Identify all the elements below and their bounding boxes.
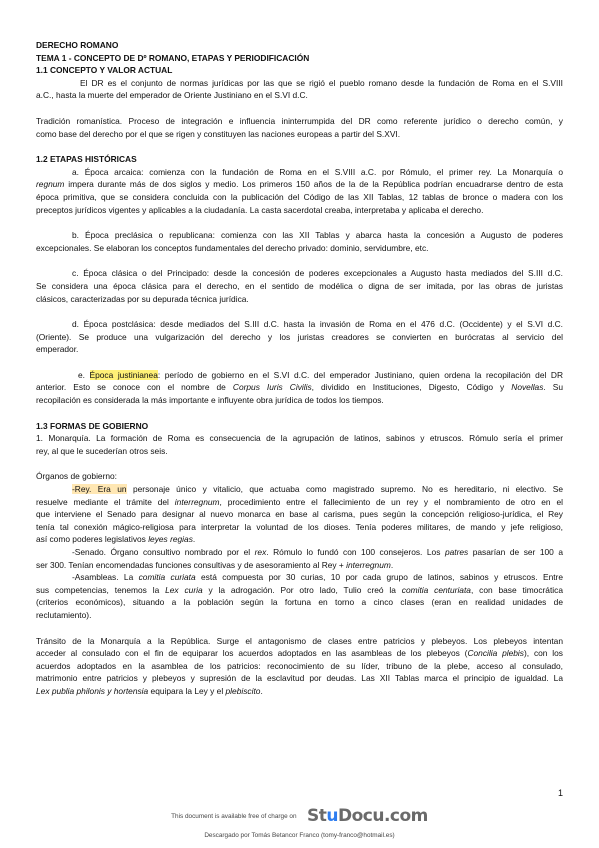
highlight-rey: -Rey. Era un: [72, 484, 127, 495]
paragraph-definition: El DR es el conjunto de normas jurídicas por las que se rigió el pueblo romano desde la fundación de Roma en el S.VIII a.C., hasta la muerte del emperador de Oriente Justiniano en el S.VI d.C.: [36, 77, 563, 101]
doc-title: DERECHO ROMANO: [36, 40, 119, 50]
transito-paragraph: Tránsito de la Monarquía a la República. Surge el antagonismo de clases entre patricios y plebeyos. Los plebeyos intentan acceder al consulado con el fin de equiparar los acuerdos adoptados en las asambleas de los plebeyos (Concilia plebis), con los acuerdos adoptados en la asamblea de los patricios: reconocimiento de su líder, tribuno de la plebe, acceso al consulado, matrimonio entre patricios y plebeyos y supresión de la esclavitud por deudas. Las XII Tablas marca el principio de igualdad. La Lex publia philonis y hortensia equipara la Ley y el plebiscito.: [36, 635, 563, 696]
organo-asambleas: -Asambleas. La comitia curiata está compuesta por 30 curias, 10 por cada grupo de latinos, sabinos y etruscos. Entre sus competencias, tenemos la Lex curia y la adrogación. Por otro lado, Tulio creó la comitia centuriata, con base timocrática (criterios económicos), situando a la población según la fortuna en torno a cinco clases (eran en realidad unidades de reclutamiento).: [36, 572, 563, 620]
organo-rey: -Rey. Era un personaje único y vitalicio, que actuaba como magistrado supremo. No es hereditario, ni electivo. Se resuelve mediante el trámite del interregnum, procedimiento entre el fallecimiento de un rey y el nombramiento de otro en el que interviene el Senado para designar al nuevo monarca en base al carisma, pues según la concepción religioso-jurídica, el Rey tenía tal conexión mágico-religiosa para interpretar la voluntad de los dioses. Tenía poderes militares, de mando y jefe religioso, así como poderes legislativos leyes regias.: [36, 484, 564, 545]
topic-title: TEMA 1 - CONCEPTO DE Dº ROMANO, ETAPAS Y PERIODIFICACIÓN: [36, 52, 310, 63]
etapa-justinianea: e. Época justinianea: período de gobierno en el S.VI d.C. del emperador Justiniano, quien ordena la recopilación del DR anterior. Esto se conoce con el nombre de Corpus Iuris Civilis, dividido en Instituciones, Digesto, Código y Novellas. Su recopilación es considerada la más importante e influyente obra jurídica de todos los tiempos.: [36, 369, 564, 406]
organo-senado: -Senado. Órgano consultivo nombrado por el rex. Rómulo lo fundó con 100 consejeros. Los patres pasarían de ser 100 a ser 300. Tenían encomendadas funciones consultivas y de asesoramiento al Rey + interregnum.: [36, 547, 564, 570]
footer-availability: [0, 806, 599, 826]
studocu-logo[interactable]: StuDocu.com: [306, 806, 428, 826]
highlight-epoca-justinianea: Época justinianea: [89, 369, 158, 380]
etapa-preclasica: b. Época preclásica o republicana: comienza con las XII Tablas y abarca hasta la concesión a Augusto de poderes excepcionales. Se elaboran los conceptos fundamentales del derecho privado: dominio, servidumbre, etc.: [36, 230, 563, 253]
etapa-postclasica: d. Época postclásica: desde mediados del S.III d.C. hasta la invasión de Roma en el 476 d.C. (Occidente) y el S.VI d.C. (Oriente). Se produce una vulgarización del derecho y los juristas creadores se convierten en burócratas al servicio del emperador.: [36, 319, 563, 355]
etapa-clasica: c. Época clásica o del Principado: desde la concesión de poderes excepcionales a Augusto hasta mediados del S.III d.C. Se considera una época clásica para el derecho, en el sentido de modélica o digna de ser imitada, por las obras de juristas clásicos, caracterizadas por su depurada técnica jurídica.: [36, 268, 563, 304]
section-heading-gobierno: 1.3 FORMAS DE GOBIERNO: [36, 420, 149, 431]
etapa-arcaica: a. Época arcaica: comienza con la fundación de Roma en el S.VIII a.C. por Rómulo, el primer rey. La Monarquía o regnum impera durante más de dos siglos y medio. Los primeros 150 años de la de la República podrían encuadrarse dentro de esta época primitiva, que se considera concluida con la publicación del Código de las XII Tablas, 12 tablas de bronce o madera con los preceptos jurídicos vigentes y aplicables a la ciudadanía. La casta sacerdotal creaba, interpretaba y aplicaba el derecho.: [36, 166, 563, 215]
monarquia-paragraph: 1. Monarquía. La formación de Roma es consecuencia de la agrupación de latinos, sabinos y etruscos. Rómulo sería el primer rey, al que le sucederían otros seis.: [36, 433, 563, 456]
document-body: [36, 39, 563, 698]
section-heading-etapas: 1.2 ETAPAS HISTÓRICAS: [36, 154, 137, 165]
downloaded-by-text: Descargado por Tomás Betancor Franco (tomy-franco@hotmail.es): [204, 832, 395, 839]
page-number: 1: [557, 788, 563, 798]
paragraph-tradicion: Tradición romanística. Proceso de integración e influencia ininterrumpida del DR como referente jurídico o derecho común, y como base del derecho por el que se rigen y constituyen las naciones europeas a partir del S.XVI.: [36, 115, 563, 139]
section-heading: 1.1 CONCEPTO Y VALOR ACTUAL: [36, 65, 173, 76]
organos-title: Órganos de gobierno:: [36, 471, 118, 482]
availability-text: This document is available free of charge on: [171, 812, 297, 820]
